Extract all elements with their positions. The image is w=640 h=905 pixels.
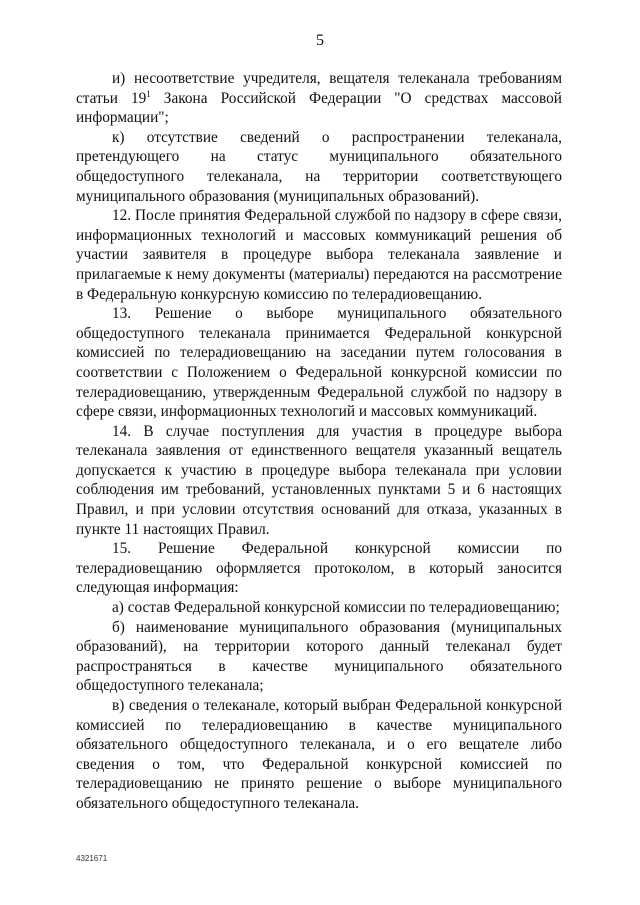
document-id: 4321671 xyxy=(76,854,108,863)
page-number: 5 xyxy=(316,32,324,49)
paragraph-a: а) состав Федеральной конкурсной комиссии по телерадиовещанию; xyxy=(112,599,560,617)
document-body xyxy=(76,69,562,814)
paragraph-14: 14. В случае поступления для участия в процедуре выбора телеканала заявления от единственного вещателя указанный вещатель допускается к участию в процедуре выбора телеканала при условии соблюдения им требований, установленных пунктами 5 и 6 настоящих Правил, и при условии отсутствия оснований для отказа, указанных в пункте 11 настоящих Правил. xyxy=(76,422,562,538)
paragraph-15: 15. Решение Федеральной конкурсной комиссии по телерадиовещанию оформляется протоколом, в который заносится следующая информация: xyxy=(76,540,562,597)
paragraph-12: 12. После принятия Федеральной службой по надзору в сфере связи, информационных технологий и массовых коммуникаций решения об участии заявителя в процедуре выбора телеканала заявление и прилагаемые к нему документы (материалы) передаются на рассмотрение в Федеральную конкурсную комиссию по телерадиовещанию. xyxy=(76,207,562,303)
article-superscript: 1 xyxy=(146,88,151,99)
paragraph-i xyxy=(76,69,562,128)
paragraph-i-text-end: Закона Российской Федерации "О средствах массовой информации"; xyxy=(76,89,562,127)
paragraph-13: 13. Решение о выборе муниципального обязательного общедоступного телеканала принимается Федеральной конкурсной комиссией по телерадиовещанию на заседании путем голосования в соответствии с Положением о Федеральной конкурсной комиссии по телерадиовещанию, утвержденным Федеральной службой по надзору в сфере связи, информационных технологий и массовых коммуникаций. xyxy=(76,305,562,421)
paragraph-k: к) отсутствие сведений о распространении телеканала, претендующего на статус муниципального обязательного общедоступного телеканала, на территории соответствующего муниципального образования (муниципальных образований). xyxy=(76,128,562,205)
paragraph-v: в) сведения о телеканале, который выбран Федеральной конкурсной комиссией по телерадиовещанию в качестве муниципального обязательного общедоступного телеканала, и о его вещателе либо сведения о том, что Федеральной конкурсной комиссией по телерадиовещанию не принято решение о выборе муниципального обязательного общедоступного телеканала. xyxy=(76,697,562,812)
paragraph-b: б) наименование муниципального образования (муниципальных образований), на территории которого данный телеканал будет распространяться в качестве муниципального обязательного общедоступного телеканала; xyxy=(76,618,562,695)
paragraph-i-text: и) несоответствие учредителя, вещателя телеканала требованиям статьи 19 xyxy=(76,70,562,107)
